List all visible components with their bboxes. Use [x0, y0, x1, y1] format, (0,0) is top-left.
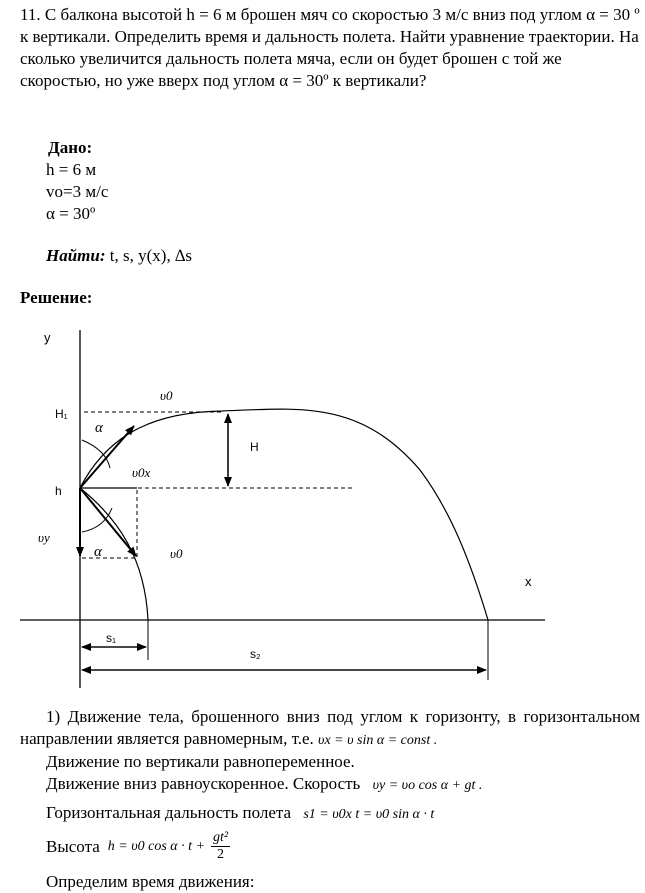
- v0-up-vector: [80, 426, 134, 488]
- formula-h: h = υ0 cos α · t +: [107, 838, 205, 854]
- upper-trajectory: [80, 409, 488, 620]
- paragraph-6: Определим время движения:: [46, 872, 255, 891]
- lower-trajectory: [80, 488, 148, 620]
- label-H: H: [250, 440, 259, 454]
- label-v0-bottom: υ0: [170, 546, 183, 561]
- given-alpha: α = 30º: [46, 204, 96, 223]
- paragraph-3: [46, 774, 482, 794]
- given-h: h = 6 м: [46, 160, 97, 179]
- find-items: t, s, y(x), ∆s: [105, 246, 192, 265]
- fraction-numerator: gt²: [213, 830, 229, 845]
- v0-down-vector: [80, 488, 136, 556]
- y-axis-label: y: [44, 330, 51, 345]
- label-H1: H₁: [55, 407, 68, 421]
- label-v0-top: υ0: [160, 388, 173, 403]
- paragraph-5: [46, 830, 230, 863]
- paragraph-3-text: Движение вниз равноускоренное. Скорость: [46, 774, 361, 793]
- find-line: [46, 246, 192, 266]
- label-alpha-top: α: [95, 420, 103, 436]
- find-label: Найти:: [46, 246, 106, 265]
- paragraph-1-text: 1) Движение тела, брошенного вниз под углом к горизонту, в горизонтальном направлении является равномерным, т.е.: [20, 707, 640, 748]
- solution-title: Решение:: [20, 288, 93, 307]
- fraction-denominator: 2: [217, 847, 225, 862]
- label-v0x: υ0x: [132, 465, 151, 480]
- formula-s1: s1 = υ0x t = υ0 sin α · t: [303, 807, 435, 822]
- problem-statement: 11. С балкона высотой h = 6 м брошен мяч со скоростью 3 м/с вниз под углом α = 30 º к вертикали. Определить время и дальность полета. Найти уравнение траектории. На сколько увеличится дальность полета мяча, если он будет брошен с той же скоростью, но уже вверх под углом α = 30º к вертикали?: [20, 5, 640, 90]
- paragraph-2: Движение по вертикали равнопеременное.: [46, 752, 355, 771]
- formula-fraction: [211, 830, 230, 863]
- label-vy: υy: [38, 530, 50, 545]
- label-s1: s₁: [106, 631, 117, 645]
- trajectory-diagram: [0, 320, 645, 700]
- x-axis-label: x: [525, 574, 532, 589]
- label-alpha-bottom: α: [94, 544, 102, 560]
- label-h: h: [55, 484, 62, 498]
- paragraph-4: [46, 803, 434, 823]
- label-s2: s₂: [250, 647, 261, 661]
- paragraph-5-text: Высота: [46, 836, 100, 856]
- formula-vx: υx = υ sin α = const .: [318, 733, 438, 748]
- paragraph-4-text: Горизонтальная дальность полета: [46, 803, 292, 822]
- formula-vy: υy = υo cos α + gt .: [372, 778, 483, 793]
- paragraph-1: [20, 706, 640, 752]
- given-v0: vo=3 м/с: [46, 182, 109, 201]
- given-title: Дано:: [48, 138, 93, 157]
